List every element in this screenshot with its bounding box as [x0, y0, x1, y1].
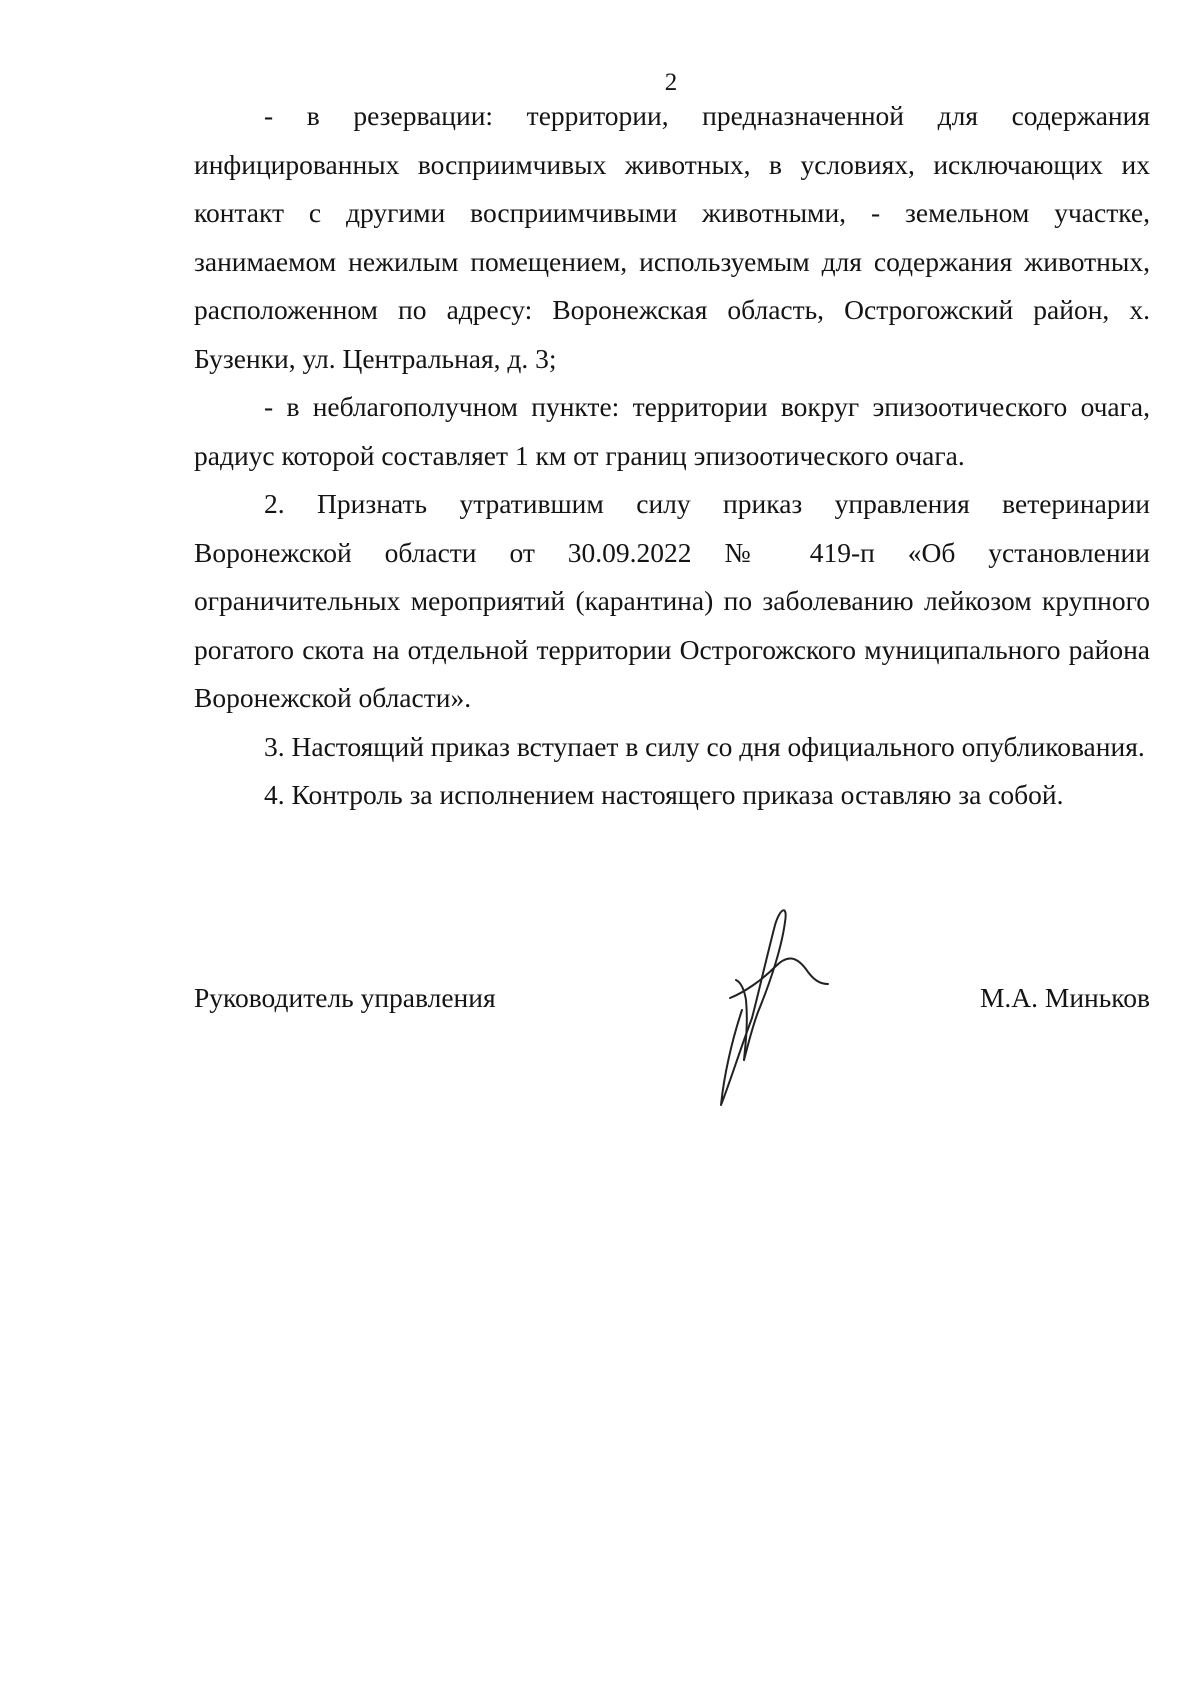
page-number: 2	[664, 69, 678, 96]
paragraph-unfavorable-point: - в неблагополучном пункте: территории вокруг эпизоотического очага, радиус которой составляет 1 км от границ эпизоотического очага.	[194, 391, 1150, 471]
handwritten-signature	[700, 900, 830, 1110]
paragraph-item-4: 4. Контроль за исполнением настоящего приказа оставляю за собой.	[264, 779, 1064, 810]
signer-position: Руководитель управления	[194, 982, 496, 1013]
signer-name: М.А. Миньков	[979, 982, 1150, 1013]
paragraph-reservation: - в резервации: территории, предназначенной для содержания инфицированных восприимчивых животных, в условиях, исключающих их контакт с другими восприимчивыми животными, - земельном участке, занимаемом нежилым помещением, используемым для содержания животных, расположенном по адресу: Воронежская область, Острогожский район, х. Бузенки, ул. Центральная, д. 3;	[194, 100, 1150, 374]
document-body	[194, 92, 1150, 820]
paragraph-item-2: 2. Признать утратившим силу приказ управления ветеринарии Воронежской области от 30.09.2022 № 419-п «Об установлении ограничительных мероприятий (карантина) по заболеванию лейкозом крупного рогатого скота на отдельной территории Острогожского муниципального района Воронежской области».	[194, 488, 1150, 713]
paragraph-item-3: 3. Настоящий приказ вступает в силу со дня официального опубликования.	[264, 730, 1145, 762]
